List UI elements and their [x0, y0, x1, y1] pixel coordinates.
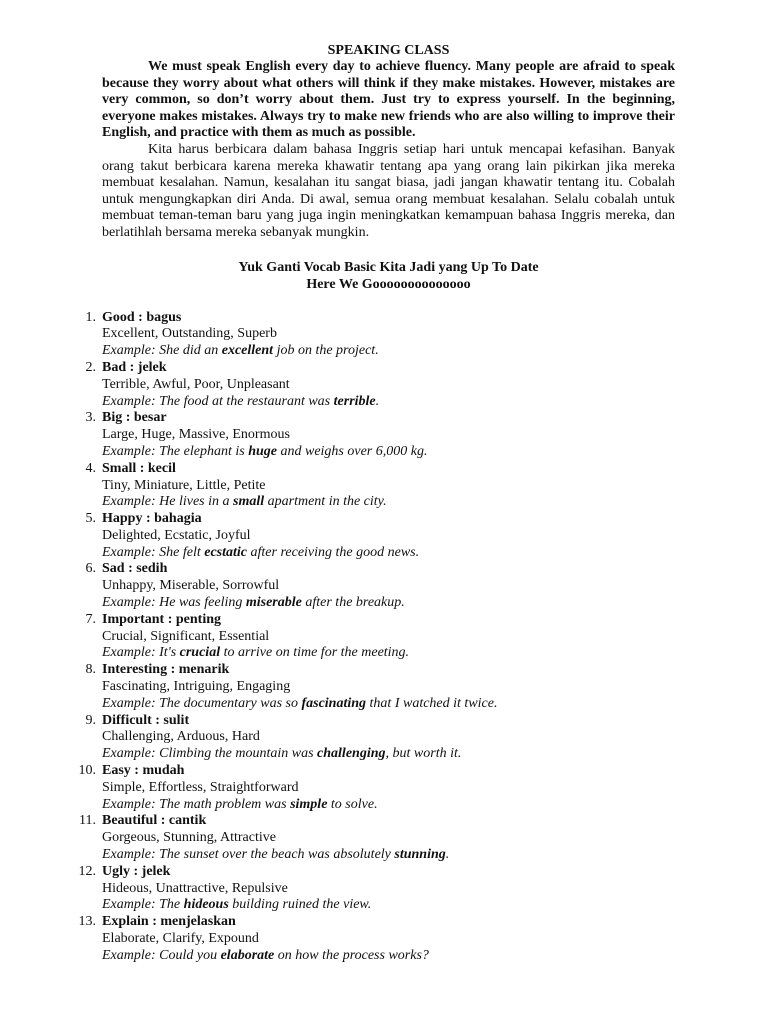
vocab-headword: Difficult : sulit — [102, 712, 190, 728]
indonesian-paragraph: Kita harus berbicara dalam bahasa Inggris setiap hari untuk mencapai kefasihan. Banyak orang takut berbicara karena mereka khawatir tentang apa yang orang lain pikirkan jika mereka membuat kesalahan. Namun, kesalahan itu sangat biasa, jadi jangan khawatir tentang itu. Cobalah untuk mengungkapkan diri Anda. Di awal, semua orang membuat kesalahan. Selalu cobalah untuk membuat teman-teman baru yang juga ingin meningkatkan kemampuan bahasa Inggris mereka, dan berlatihlah bersama mereka sebanyak mungkin. — [102, 141, 675, 240]
vocab-item — [85, 662, 675, 712]
vocab-example: Example: The documentary was so fascinating that I watched it twice. — [102, 695, 498, 711]
vocab-synonyms: Simple, Effortless, Straightforward — [102, 779, 299, 795]
vocab-list — [78, 309, 675, 965]
vocab-item — [78, 914, 675, 964]
english-paragraph: We must speak English every day to achieve fluency. Many people are afraid to speak because they worry about what others will think if they make mistakes. However, mistakes are very common, so don’t worry about them. Just try to express yourself. In the beginning, everyone makes mistakes. Always try to make new friends who are also willing to improve their English, and practice with them as much as possible. — [102, 59, 675, 141]
vocab-subtitle: Yuk Ganti Vocab Basic Kita Jadi yang Up To Date — [238, 259, 539, 275]
item-number: 2. — [85, 359, 96, 375]
vocab-subtitle-2: Here We Goooooooooooooo — [306, 276, 471, 292]
vocab-synonyms: Tiny, Miniature, Little, Petite — [102, 477, 266, 493]
item-number: 12. — [78, 863, 96, 879]
vocab-example: Example: He was feeling miserable after the breakup. — [102, 595, 405, 611]
vocab-item — [85, 460, 675, 511]
vocab-example: Example: She did an excellent job on the project. — [102, 343, 379, 359]
item-number: 9. — [85, 712, 96, 728]
vocab-item — [78, 863, 675, 914]
vocab-headword: Beautiful : cantik — [102, 813, 207, 829]
vocab-item — [85, 410, 675, 460]
vocab-synonyms: Fascinating, Intriguing, Engaging — [102, 679, 291, 695]
item-number: 11. — [79, 813, 96, 829]
vocab-example: Example: The hideous building ruined the view. — [102, 897, 372, 913]
vocab-headword: Easy : mudah — [102, 763, 185, 779]
document-title: SPEAKING CLASS — [327, 43, 450, 58]
item-number: 8. — [85, 662, 96, 678]
vocab-example: Example: Climbing the mountain was challenging, but worth it. — [102, 746, 462, 762]
item-number: 5. — [85, 511, 96, 527]
vocab-example: Example: He lives in a small apartment in the city. — [102, 494, 387, 510]
item-number: 7. — [85, 611, 96, 627]
vocab-item — [78, 763, 675, 813]
vocab-synonyms: Terrible, Awful, Poor, Unpleasant — [102, 376, 290, 392]
vocab-headword: Sad : sedih — [102, 561, 168, 577]
vocab-example: Example: It's crucial to arrive on time for the meeting. — [102, 645, 410, 661]
vocab-synonyms: Excellent, Outstanding, Superb — [102, 326, 277, 342]
vocab-headword: Ugly : jelek — [102, 863, 171, 879]
vocab-headword: Important : penting — [102, 611, 222, 627]
vocab-synonyms: Challenging, Arduous, Hard — [102, 729, 260, 745]
vocab-example: Example: The math problem was simple to solve. — [102, 796, 378, 812]
vocab-headword: Interesting : menarik — [102, 662, 230, 678]
vocab-example: Example: Could you elaborate on how the process works? — [102, 947, 429, 963]
vocab-headword: Happy : bahagia — [102, 511, 202, 527]
vocab-synonyms: Gorgeous, Stunning, Attractive — [102, 830, 276, 846]
vocab-headword: Small : kecil — [102, 460, 176, 476]
vocab-item — [85, 561, 675, 611]
vocab-headword: Explain : menjelaskan — [102, 914, 236, 930]
item-number: 13. — [78, 914, 96, 930]
item-number: 3. — [85, 410, 96, 426]
vocab-headword: Big : besar — [102, 410, 167, 426]
vocab-example: Example: The sunset over the beach was absolutely stunning. — [102, 847, 450, 863]
vocab-synonyms: Large, Huge, Massive, Enormous — [102, 427, 290, 443]
item-number: 6. — [85, 561, 96, 577]
vocab-synonyms: Elaborate, Clarify, Expound — [102, 931, 259, 947]
document-page — [78, 42, 675, 965]
vocab-item — [85, 359, 675, 410]
vocab-example: Example: She felt ecstatic after receiving the good news. — [102, 544, 420, 560]
vocab-headword: Bad : jelek — [102, 359, 167, 375]
item-number: 10. — [78, 763, 96, 779]
vocab-item — [85, 511, 675, 561]
vocab-example: Example: The food at the restaurant was terrible. — [102, 393, 380, 409]
vocab-synonyms: Crucial, Significant, Essential — [102, 628, 270, 644]
vocab-headword: Good : bagus — [102, 309, 182, 325]
vocab-synonyms: Hideous, Unattractive, Repulsive — [102, 880, 288, 896]
vocab-item — [79, 813, 675, 863]
vocab-synonyms: Unhappy, Miserable, Sorrowful — [102, 578, 280, 594]
item-number: 1. — [85, 309, 96, 325]
vocab-example: Example: The elephant is huge and weighs over 6,000 kg. — [102, 443, 428, 459]
vocab-synonyms: Delighted, Ecstatic, Joyful — [102, 527, 251, 543]
vocab-item — [85, 611, 675, 662]
vocab-item — [85, 309, 675, 360]
vocab-item — [85, 712, 675, 763]
item-number: 4. — [85, 460, 96, 476]
